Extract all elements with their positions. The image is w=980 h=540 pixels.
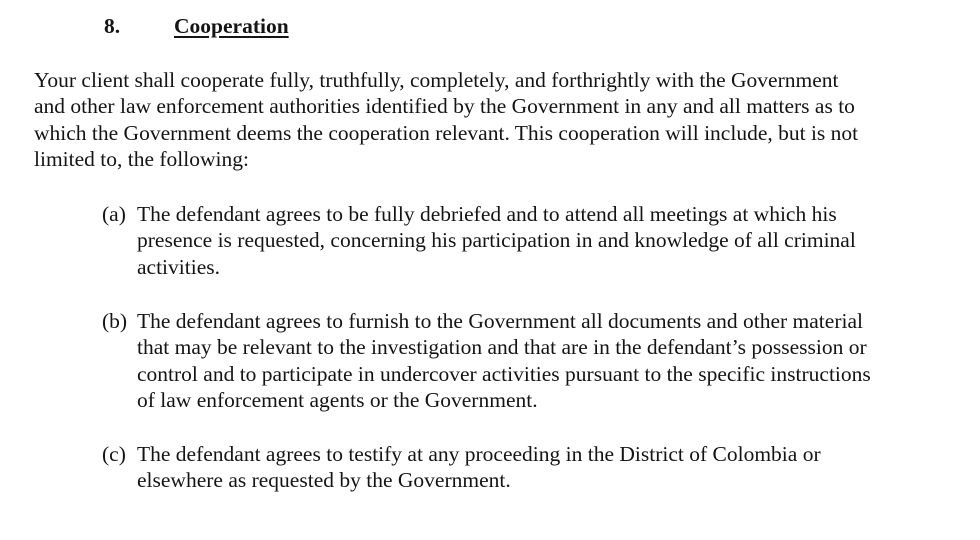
list-item-c: [102, 441, 821, 494]
list-item-line: presence is requested, concerning his participation in and knowledge of all criminal: [137, 228, 856, 253]
intro-paragraph: [34, 67, 858, 173]
list-item-b: [102, 308, 871, 414]
intro-line: Your client shall cooperate fully, truthfully, completely, and forthrightly with the Government: [34, 68, 839, 92]
list-item-marker: (a): [102, 202, 126, 226]
list-item-line: elsewhere as requested by the Government.: [137, 468, 511, 493]
list-item-line: control and to participate in undercover activities pursuant to the specific instructions: [137, 361, 871, 386]
list-item-text: [137, 201, 856, 280]
intro-line: limited to, the following:: [34, 147, 249, 172]
list-item-line: that may be relevant to the investigation and that are in the defendant’s possession or: [137, 335, 867, 360]
list-item-marker: (c): [102, 442, 126, 466]
list-item-a: [102, 201, 856, 280]
list-item-line: The defendant agrees to testify at any proceeding in the District of Colombia or: [137, 442, 821, 466]
list-item-line: The defendant agrees to furnish to the Government all documents and other material: [137, 309, 863, 333]
intro-line: which the Government deems the cooperation relevant. This cooperation will include, but is not: [34, 120, 859, 145]
list-item-line: The defendant agrees to be fully debriefed and to attend all meetings at which his: [137, 202, 837, 226]
section-title: Cooperation: [174, 14, 289, 38]
intro-line: and other law enforcement authorities identified by the Government in any and all matters as to: [34, 94, 855, 119]
list-item-marker: (b): [102, 309, 128, 333]
list-item-line: activities.: [137, 254, 220, 279]
list-item-line: of law enforcement agents or the Government.: [137, 388, 538, 413]
list-item-text: [137, 441, 821, 494]
section-number: 8.: [104, 14, 121, 38]
list-item-text: [137, 308, 871, 414]
